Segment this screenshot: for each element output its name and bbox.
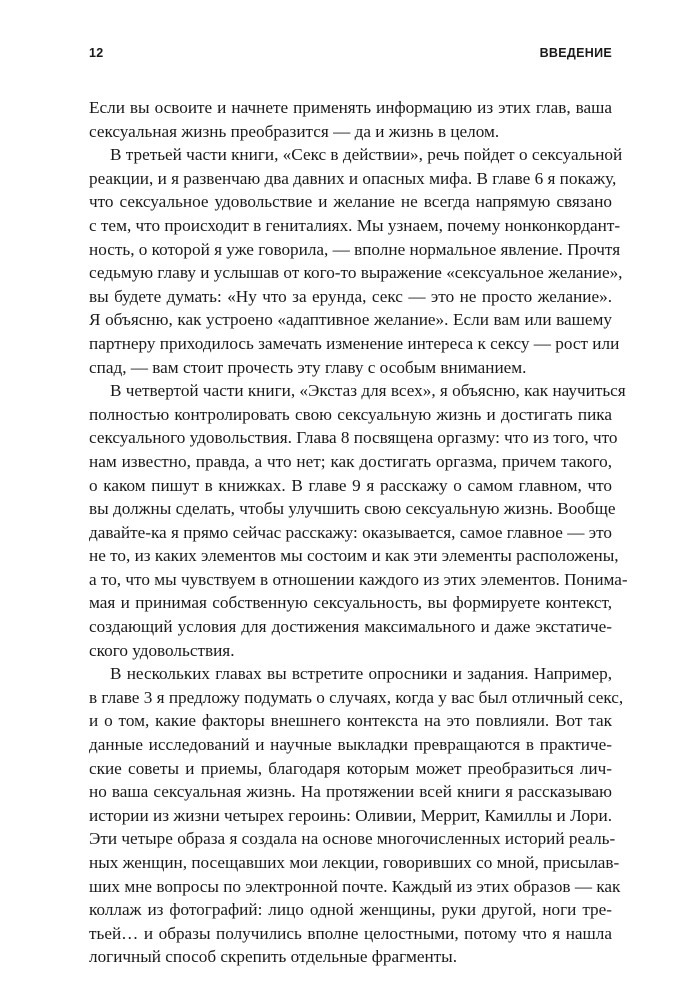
text-line: В нескольких главах вы встретите опросники и задания. Например, bbox=[110, 664, 612, 684]
text-line: ского удовольствия. bbox=[89, 640, 235, 660]
text-line: полностью контролировать свою сексуальную жизнь и достигать пика bbox=[89, 404, 612, 424]
body-text bbox=[89, 96, 628, 969]
text-line: истории из жизни четырех героинь: Оливии, Меррит, Камиллы и Лори. bbox=[89, 805, 612, 825]
text-line: создающий условия для достижения максимального и даже экстатиче- bbox=[89, 617, 612, 637]
text-line: с тем, что происходит в гениталиях. Мы узнаем, почему нонконкордант- bbox=[89, 215, 621, 235]
text-line: Я объясню, как устроено «адаптивное желание». Если вам или вашему bbox=[89, 310, 612, 330]
text-line: Эти четыре образа я создала на основе многочисленных историй реаль- bbox=[89, 829, 616, 849]
text-line: не то, из каких элементов мы состоим и как эти элементы расположены, bbox=[89, 546, 619, 566]
text-line: ские советы и приемы, благодаря которым может преобразиться лич- bbox=[89, 758, 612, 778]
paragraph bbox=[89, 662, 624, 969]
text-line: в главе 3 я предложу подумать о случаях, когда у вас был отличный секс, bbox=[89, 687, 624, 707]
paragraph bbox=[89, 379, 628, 662]
text-line: В третьей части книги, «Секс в действии», речь пойдет о сексуальной bbox=[110, 145, 623, 165]
running-head bbox=[89, 46, 612, 66]
text-line: сексуальная жизнь преобразится — да и жизнь в целом. bbox=[89, 121, 500, 141]
text-line: седьмую главу и услышав от кого-то выражение «сексуальное желание», bbox=[89, 263, 623, 283]
text-line: давайте-ка я прямо сейчас расскажу: оказывается, самое главное — это bbox=[89, 522, 612, 542]
text-line: Если вы освоите и начнете применять информацию из этих глав, ваша bbox=[89, 98, 612, 117]
text-line: вы будете думать: «Ну что за ерунда, секс — это не просто желание». bbox=[89, 286, 612, 306]
text-line: о каком пишут в книжках. В главе 9 я расскажу о самом главном, что bbox=[89, 475, 612, 495]
text-line: В четвертой части книги, «Экстаз для всех», я объясню, как научиться bbox=[110, 381, 626, 401]
text-line: мая и принимая собственную сексуальность, вы формируете контекст, bbox=[89, 593, 612, 613]
text-line: нам известно, правда, а что нет; как достигать оргазма, причем такого, bbox=[89, 451, 612, 471]
text-line: данные исследований и научные выкладки превращаются в практиче- bbox=[89, 735, 612, 755]
text-line: спад, — вам стоит прочесть эту главу с особым вниманием. bbox=[89, 357, 527, 377]
text-line: ных женщин, посещавших мои лекции, говоривших со мной, присылав- bbox=[89, 853, 620, 872]
text-line: а то, что мы чувствуем в отношении каждого из этих элементов. Понима- bbox=[89, 569, 628, 589]
text-line: логичный способ скрепить отдельные фрагменты. bbox=[89, 947, 458, 967]
text-line: что сексуальное удовольствие и желание не всегда напрямую связано bbox=[89, 192, 612, 212]
text-line: но ваша сексуальная жизнь. На протяжении всей книги я рассказываю bbox=[89, 782, 612, 802]
text-line: ность, о которой я уже говорила, — вполне нормальное явление. Прочтя bbox=[89, 239, 621, 259]
text-line: вы должны сделать, чтобы улучшить свою сексуальную жизнь. Вообще bbox=[89, 499, 616, 519]
page-number: 12 bbox=[89, 46, 104, 60]
text-line: тьей… и образы получились вполне целостными, потому что я нашла bbox=[89, 923, 612, 943]
text-line: и о том, какие факторы внешнего контекста на это повлияли. Вот так bbox=[89, 711, 612, 731]
text-line: реакции, и я развенчаю два давних и опасных мифа. В главе 6 я покажу, bbox=[89, 168, 617, 188]
text-line: коллаж из фотографий: лицо одной женщины, руки другой, ноги тре- bbox=[89, 900, 612, 920]
paragraph bbox=[89, 96, 612, 143]
paragraph bbox=[89, 143, 623, 379]
text-line: ших мне вопросы по электронной почте. Каждый из этих образов — как bbox=[89, 876, 621, 896]
section-title: ВВЕДЕНИЕ bbox=[539, 46, 612, 60]
text-line: партнеру приходилось замечать изменение интереса к сексу — рост или bbox=[89, 333, 620, 353]
text-line: сексуального удовольствия. Глава 8 посвящена оргазму: что из того, что bbox=[89, 428, 618, 448]
